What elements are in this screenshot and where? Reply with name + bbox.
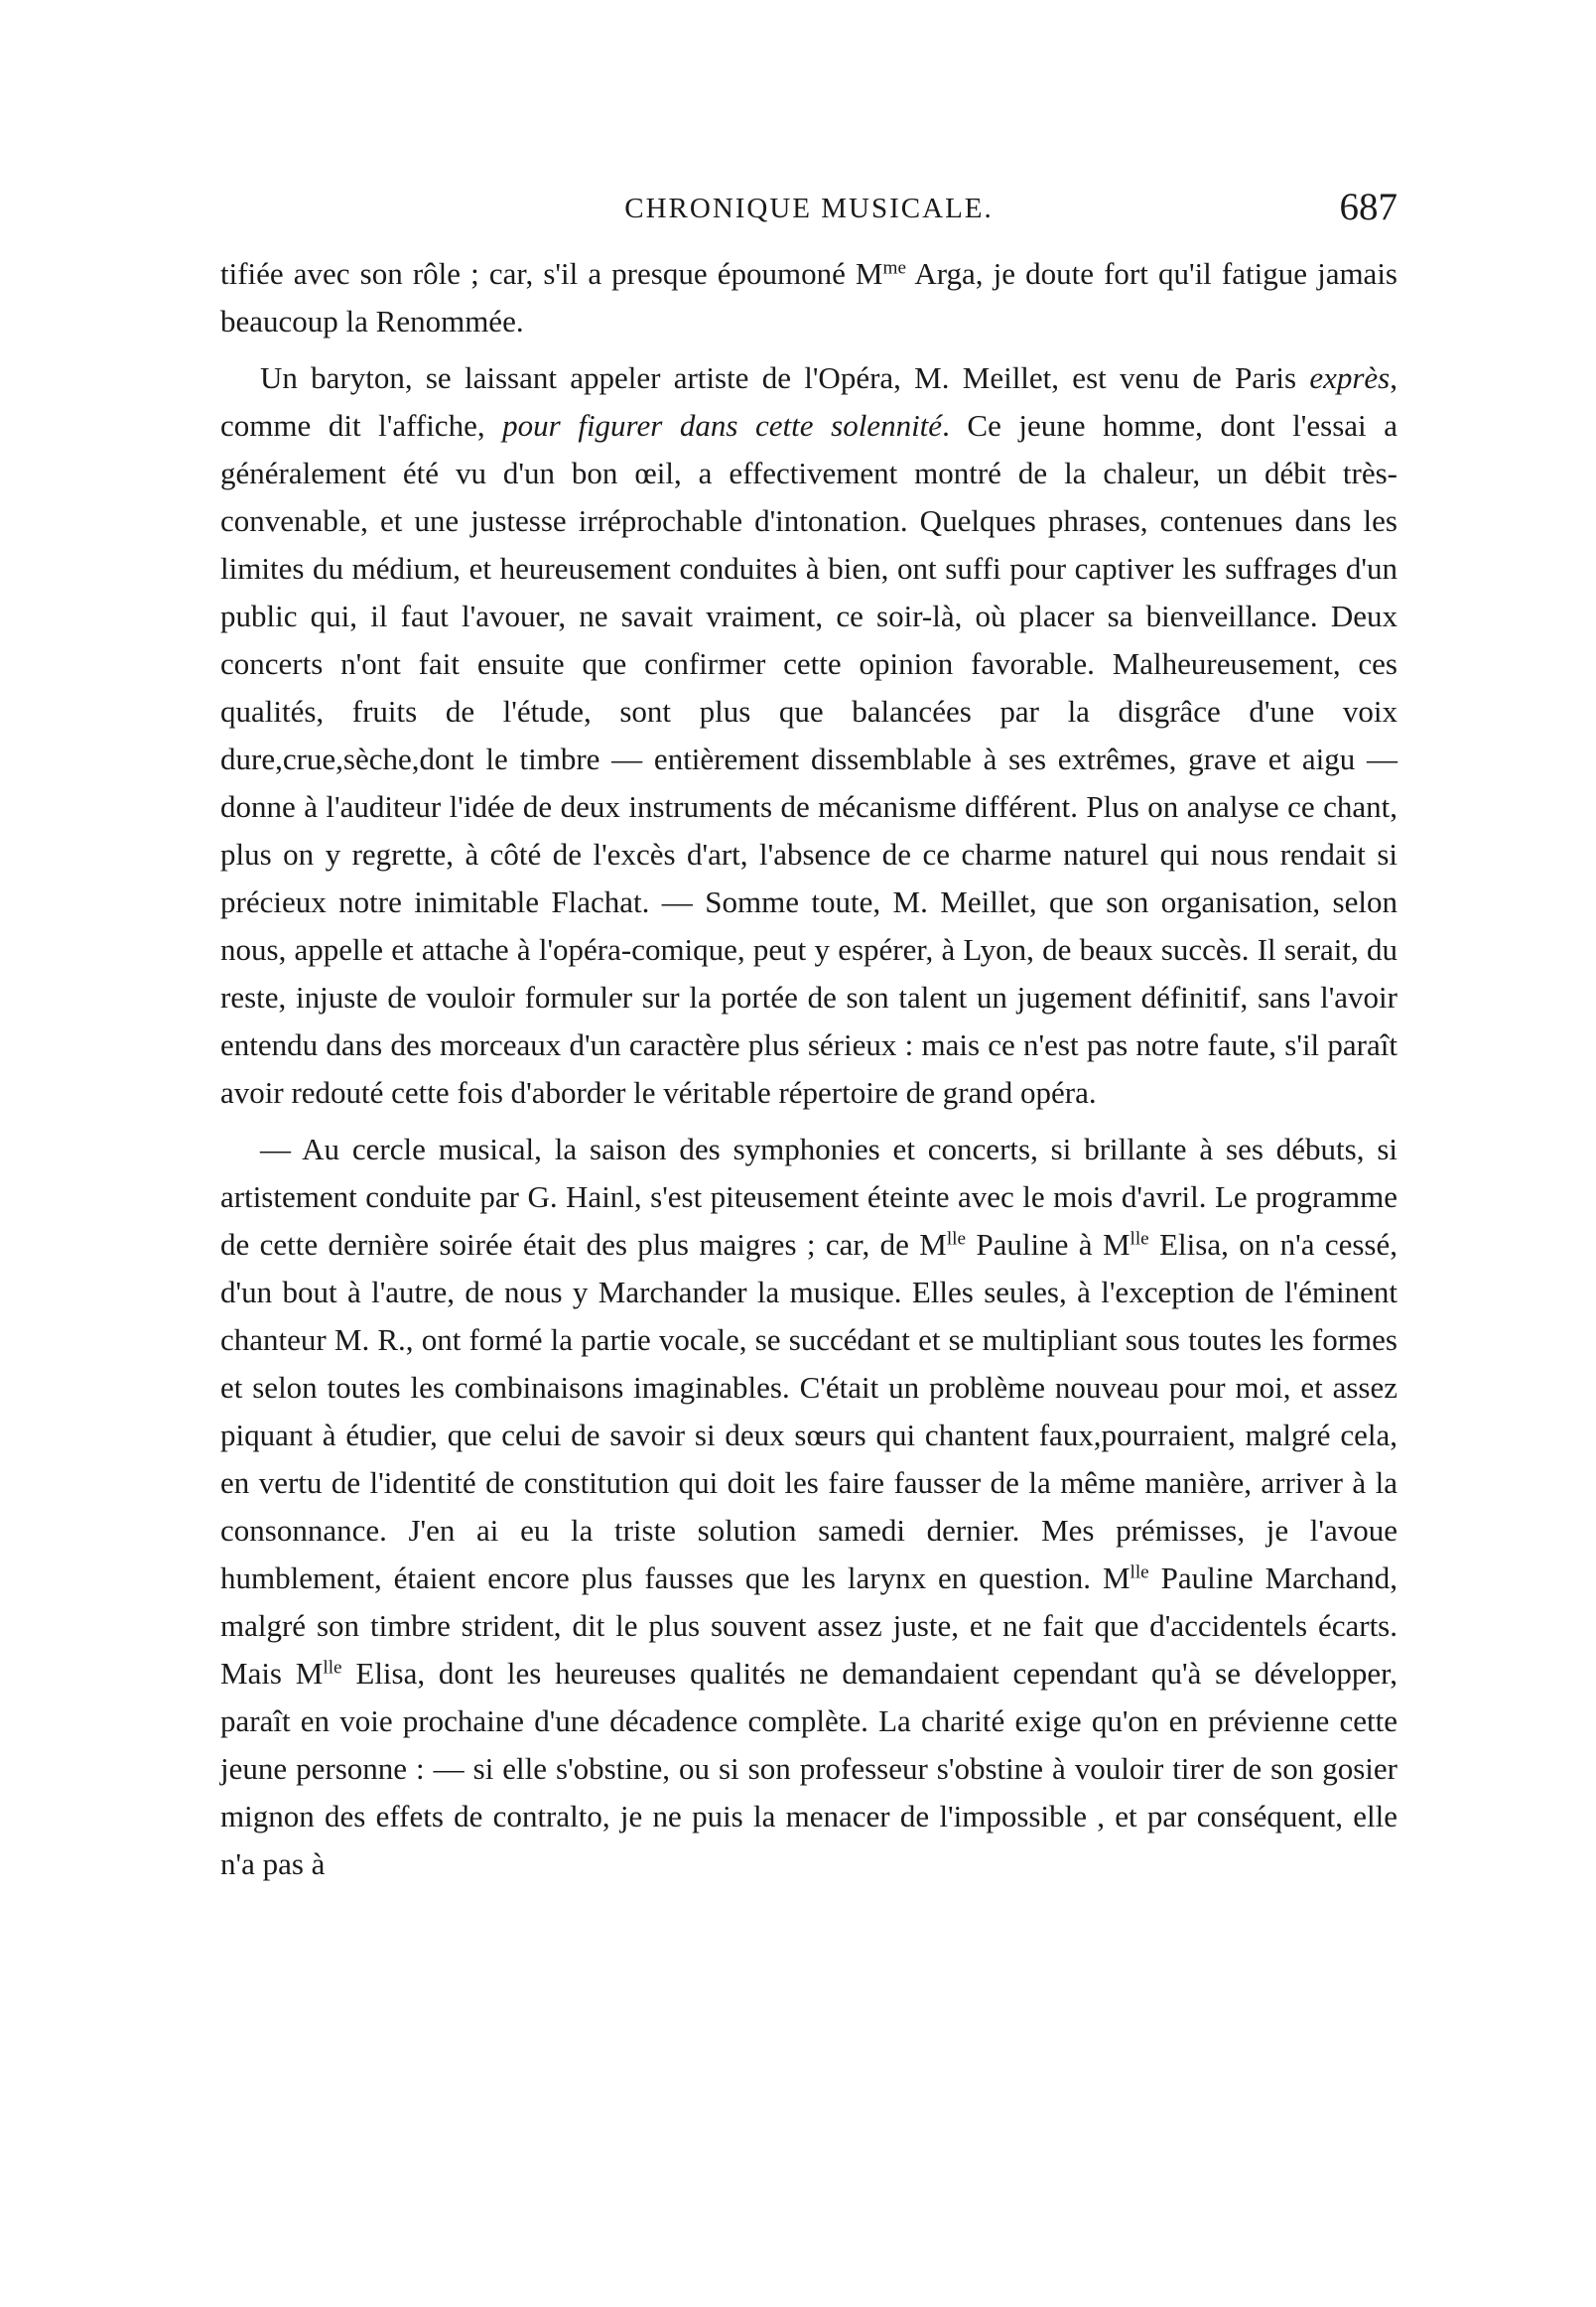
- superscript-abbrev: lle: [946, 1228, 967, 1250]
- text-run: tifiée avec son rôle ; car, s'il a presque époumoné M: [220, 256, 883, 291]
- text-run: — Au cercle musical, la saison des symphonies et concerts, si brillante à ses débuts, si artistement conduite par G. Hainl, s'est piteusement éteinte avec le mois d'avril. Le programme de cette dernière soirée était des plus maigres ; car, de M: [220, 1132, 1397, 1262]
- running-title: CHRONIQUE MUSICALE.: [624, 193, 994, 224]
- text-run: Elisa, on n'a cessé, d'un bout à l'autre, de nous y Marchander la musique. Elles seules, à l'exception de l'éminent chanteur M. R., ont formé la partie vocale, se succédant et se multipliant sous toutes les formes et selon toutes les combinaisons imaginables. C'était un problème nouveau pour moi, et assez piquant à étudier, que celui de savoir si deux sœurs qui chantent faux,pourraient, malgré cela, en vertu de l'identité de constitution qui doit les faire fausser de la même manière, arriver à la consonnance. J'en ai eu la triste solution samedi dernier. Mes prémisses, je l'avoue humblement, étaient encore plus fausses que les larynx en question. M: [220, 1227, 1397, 1595]
- superscript-abbrev: lle: [1130, 1561, 1149, 1583]
- text-run: Pauline à M: [966, 1227, 1130, 1262]
- text-run: Un baryton, se laissant appeler artiste de l'Opéra, M. Meillet, est venu de Paris: [260, 360, 1310, 395]
- text-run: Pauline Marchand, malgré son timbre strident, dit le plus souvent assez juste, et ne fait que d'accidentels écarts. Mais M: [220, 1561, 1397, 1691]
- text-run: . Ce jeune homme, dont l'essai a généralement été vu d'un bon œil, a effectivement montré de la chaleur, un débit très-convenable, et une justesse irréprochable d'intonation. Quelques phrases, contenues dans les limites du médium, et heureusement conduites à bien, ont suffi pour captiver les suffrages d'un public qui, il faut l'avouer, ne savait vraiment, ce soir-là, où placer sa bienveillance. Deux concerts n'ont fait ensuite que confirmer cette opinion favorable. Malheureusement, ces qualités, fruits de l'étude, sont plus que balancées par la disgrâce d'une voix dure,crue,sèche,dont le timbre — entièrement dissemblable à ses extrêmes, grave et aigu — donne à l'auditeur l'idée de deux instruments de mécanisme différent. Plus on analyse ce chant, plus on y regrette, à côté de l'excès d'art, l'absence de ce charme naturel qui nous rendait si précieux notre inimitable Flachat. — Somme toute, M. Meillet, que son organisation, selon nous, appelle et attache à l'opéra-comique, peut y espérer, à Lyon, de beaux succès. Il serait, du reste, injuste de vouloir formuler sur la portée de son talent un jugement définitif, sans l'avoir entendu dans des morceaux d'un caractère plus sérieux : mais ce n'est pas notre faute, s'il paraît avoir redouté cette fois d'aborder le véritable répertoire de grand opéra.: [220, 408, 1397, 1110]
- text-run: , comme dit l'affiche,: [220, 360, 1397, 443]
- text-run: Arga, je doute fort qu'il fatigue jamais beaucoup la Renommée.: [220, 256, 1397, 339]
- page-header: [220, 185, 1397, 244]
- superscript-abbrev: lle: [1130, 1228, 1149, 1250]
- paragraph-continuation: [220, 250, 1397, 345]
- body-text: [220, 250, 1397, 1897]
- paragraph-baryton-meillet: [220, 354, 1397, 1117]
- text-run: Elisa, dont les heureuses qualités ne demandaient cependant qu'à se développer, paraît en voie prochaine d'une décadence complète. La charité exige qu'on en prévienne cette jeune personne : — si elle s'obstine, ou si son professeur s'obstine à vouloir tirer de son gosier mignon des effets de contralto, je ne puis la menacer de l'impossible , et par conséquent, elle n'a pas à: [220, 1656, 1397, 1881]
- superscript-abbrev: me: [882, 257, 906, 279]
- italic-phrase: pour figurer dans cette solennité: [502, 408, 943, 443]
- italic-phrase: exprès: [1309, 360, 1391, 395]
- page-number: 687: [1339, 186, 1397, 228]
- paragraph-cercle-musical: [220, 1126, 1397, 1888]
- superscript-abbrev: lle: [323, 1657, 342, 1679]
